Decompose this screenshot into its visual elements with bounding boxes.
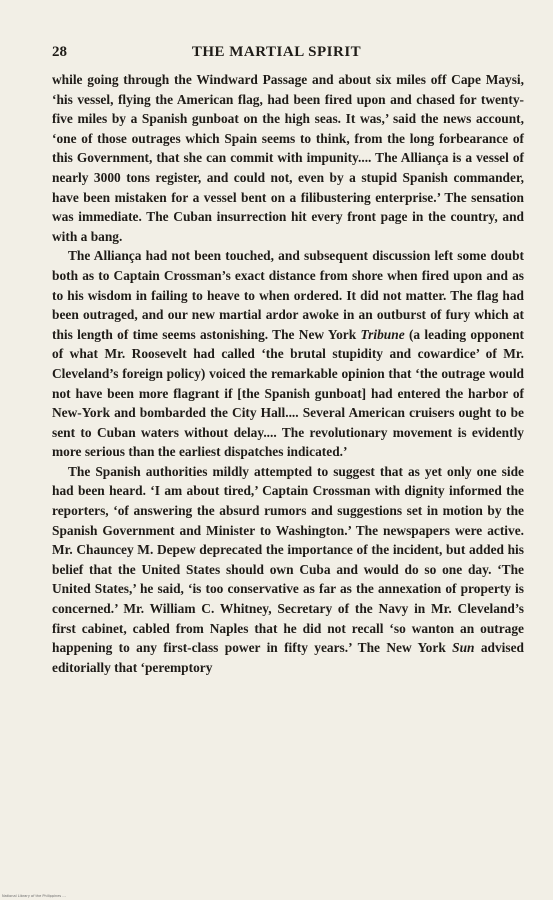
italic-title: Tribune — [360, 326, 405, 342]
text-segment: (a leading opponent of what Mr. Roosevelt had called ‘the brutal stupidity and cowardice’ of Mr. Cleveland’s foreign policy) voiced the remarkable opinion that ‘the outrage would not have been more flagrant if [the Spanish gunboat] had entered the harbor of New-York and bombarded the City Hall.... Several American cruisers ought to be sent to Cuban waters without delay.... The revolutionary movement is evidently more serious than the earliest dispatches indicated.’ — [52, 326, 524, 460]
running-title: THE MARTIAL SPIRIT — [191, 44, 362, 60]
paragraph — [52, 70, 524, 246]
text-segment: while going through the Windward Passage and about six miles off Cape Maysi, ‘his vessel, flying the American flag, had been fired upon and chased for twenty-five miles by a Spanish gunboat on the high seas. It was,’ said the news account, ‘one of those outrages which Spain seems to think, from the long forbearance of this Government, that she can commit with impunity.... The Alliança is a vessel of nearly 3000 tons register, and could not, even by a stupid Spanish commander, have been mistaken for a vessel bent on a filibustering enterprise.’ The sensation was immediate. The Cuban insurrection hit every front page in the country, and with a bang. — [52, 72, 524, 244]
body-text — [52, 70, 524, 677]
paragraph — [52, 246, 524, 462]
running-head — [52, 44, 501, 66]
paragraph — [52, 462, 524, 678]
text-segment: The Alliança had not been touched, and subsequent discussion left some doubt both as to Captain Crossman’s exact distance from shore when fired upon and as to his wisdom in failing to heave to when ordered. It did not matter. The flag had been outraged, and our new martial ardor awoke in an outburst of fury which at this length of time seems astonishing. The New York — [52, 248, 524, 342]
text-segment: The Spanish authorities mildly attempted to suggest that as yet only one side had been heard. ‘I am about tired,’ Captain Crossman with dignity informed the reporters, ‘of answering the absurd rumors and suggestions set in motion by the Spanish Government and Minister to Washington.’ The newspapers were active. Mr. Chauncey M. Depew deprecated the importance of the incident, but added his belief that the United States should own Cuba and would do so one day. ‘The United States,’ he said, ‘is too conservative as far as the annexation of property is concerned.’ Mr. William C. Whitney, Secretary of the Navy in Mr. Cleveland’s first cabinet, cabled from Naples that he did not recall ‘so wanton an outrage happening to any first-class power in fifty years.’ The New York — [52, 463, 524, 656]
italic-title: Sun — [452, 640, 475, 656]
page-number: 28 — [52, 44, 67, 60]
scan-footer: National Library of the Philippines ... — [2, 894, 66, 898]
text-segment: advised editorially that ‘peremptory — [52, 640, 525, 675]
